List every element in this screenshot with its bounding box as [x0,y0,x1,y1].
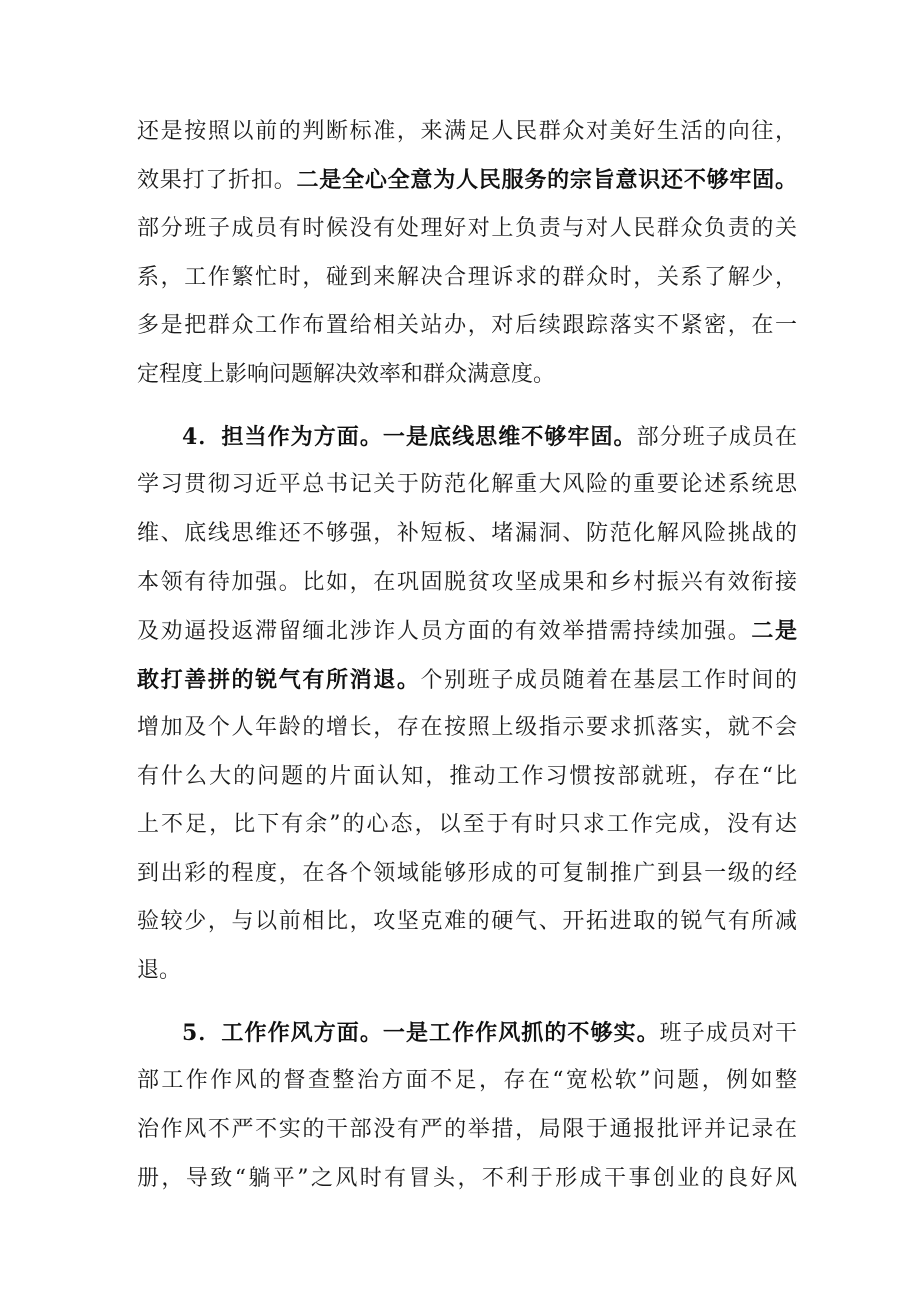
text-line-16 [137,854,797,894]
text-run: 学习贯彻习近平总书记关于防范化解重大风险的重要论述系统思 [137,472,797,497]
text-run: 班子成员对干 [659,1021,797,1046]
text-run: 还是按照以前的判断标准，来满足人民群众对美好生活的向往， [137,119,797,144]
text-run: 到出彩的程度，在各个领域能够形成的可复制推广到县一级的经 [137,861,797,886]
text-run: 册，导致“躺平”之风时有冒头，不利于形成干事创业的良好风 [137,1166,797,1191]
text-line-3 [137,209,797,249]
text-line-2 [137,160,797,200]
text-line-5 [137,306,797,346]
text-line-13 [137,708,797,748]
text-line-7 [182,417,797,457]
text-run: 个别班子成员随着在基层工作时间的 [420,668,797,693]
text-line-1 [137,112,797,152]
text-line-18 [137,951,797,991]
section-heading-5: 5．工作作风方面。一是工作作风抓的不够实。 [182,1020,660,1046]
text-run: 增加及个人年龄的增长，存在按照上级指示要求抓落实，就不会 [137,715,797,740]
text-line-19 [182,1013,797,1053]
text-run: 有什么大的问题的片面认知，推动工作习惯按部就班，存在“比 [137,764,797,789]
text-run: 部分班子成员在 [636,425,797,450]
text-line-10 [137,563,797,603]
text-run: 部工作作风的督查整治方面不足，存在“宽松软”问题，例如整 [137,1068,797,1093]
text-run: 定程度上影响问题解决效率和群众满意度。 [137,362,556,387]
bold-heading-run: 二是 [751,618,797,644]
text-line-9 [137,514,797,554]
text-run: 验较少，与以前相比，攻坚克难的硬气、开拓进取的锐气有所减 [137,909,797,934]
text-run: 退。 [137,958,182,983]
text-line-20 [137,1061,797,1101]
text-run: 本领有待加强。比如，在巩固脱贫攻坚成果和乡村振兴有效衔接 [137,570,797,595]
section-heading-4: 4．担当作为方面。一是底线思维不够牢固。 [182,424,637,450]
text-run: 效果打了折扣。 [137,168,297,193]
text-run: 系，工作繁忙时，碰到来解决合理诉求的群众时，关系了解少， [137,265,797,290]
bold-heading-run: 敢打善拼的锐气有所消退。 [137,667,421,693]
text-run: 上不足，比下有余”的心态，以至于有时只求工作完成，没有达 [137,812,797,837]
text-line-4 [137,258,797,298]
text-line-6 [137,355,797,395]
text-run: 部分班子成员有时候没有处理好对上负责与对人民群众负责的关 [137,216,797,241]
text-run: 治作风不严不实的干部没有严的举措，局限于通报批评并记录在 [137,1117,797,1142]
text-line-15 [137,805,797,845]
text-line-21 [137,1110,797,1150]
text-line-8 [137,465,797,505]
text-line-12 [137,660,797,700]
text-line-11 [137,611,797,651]
text-line-22 [137,1159,797,1199]
text-run: 多是把群众工作布置给相关站办，对后续跟踪落实不紧密，在一 [137,313,797,338]
text-run: 及劝逼投返滞留缅北涉诈人员方面的有效举措需持续加强。 [137,619,752,644]
text-run: 维、底线思维还不够强，补短板、堵漏洞、防范化解风险挑战的 [137,521,797,546]
bold-heading-run: 二是全心全意为人民服务的宗旨意识还不够牢固。 [296,167,797,193]
text-line-14 [137,757,797,797]
text-line-17 [137,902,797,942]
